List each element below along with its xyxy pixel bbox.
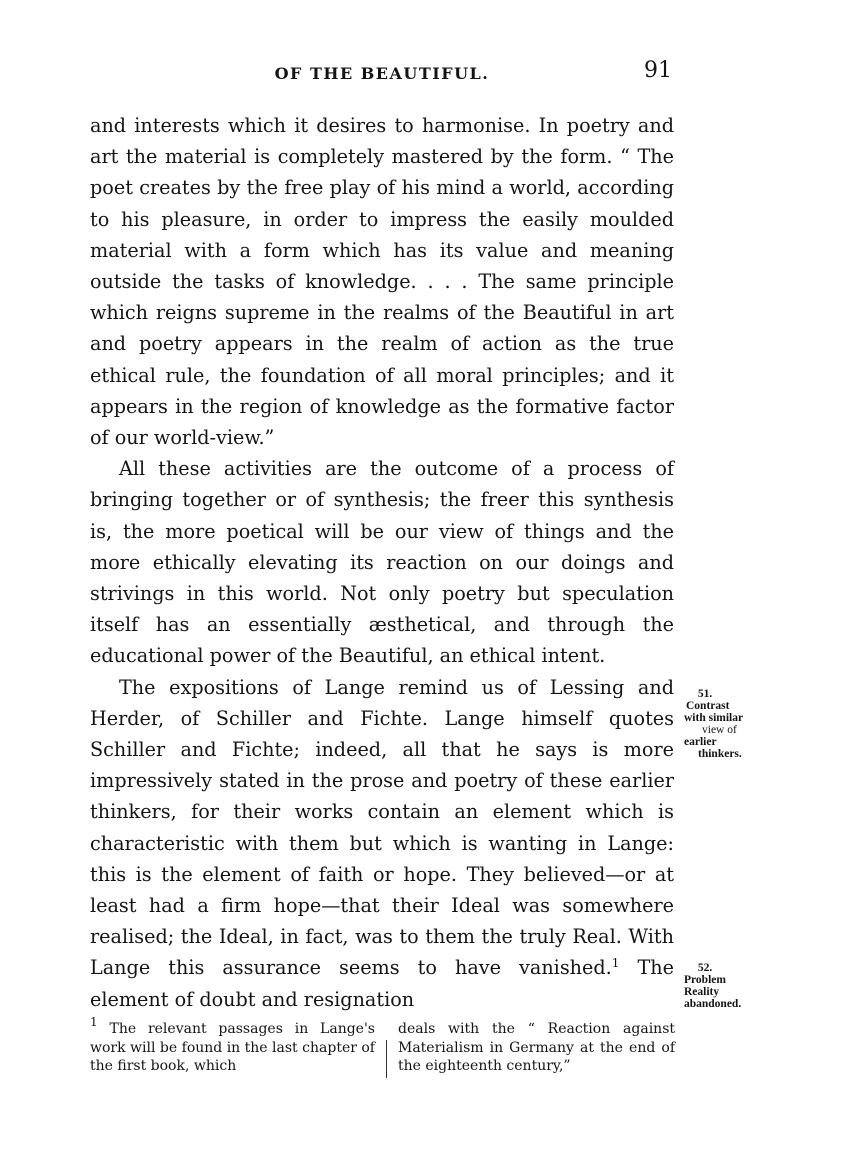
margin-note-line: earlier [684,736,717,748]
body-text [90,110,674,1015]
paragraph-continued: and interests which it desires to harmonise. In poetry and art the material is completely mastered by the form. “ The poet creates by the free play of his mind a world, according to his pleasure, in order to impress the easily moulded material with a form which has its value and meaning outside the tasks of knowledge. . . . The same principle which reigns supreme in the realms of the Beautiful in art and poetry appears in the realm of action as the true ethical rule, the foundation of all moral principles; and it appears in the region of knowledge as the formative factor of our world-view.” [90,114,674,450]
paragraph-lange [90,672,674,1015]
margin-note-line: with similar [684,712,744,724]
footnote-column-divider [386,1040,387,1078]
margin-note-51 [684,688,774,760]
footnote-reference[interactable]: 1 [611,956,620,971]
footnote-column-right [398,1020,675,1076]
footnote-text-left [90,1015,375,1076]
margin-note-line: Reality [684,986,720,998]
footnote-left-text: The relevant passages in Lange's work will be found in the last chapter of the first book, which [90,1021,375,1074]
margin-note-number: 52. [697,962,713,974]
page-number: 91 [644,58,672,83]
margin-note-line: abandoned. [684,998,742,1010]
paragraph-synthesis: All these activities are the outcome of a process of bringing together or of synthesis; the freer this synthesis is, the more poetical will be our view of things and the more ethically elevating its reaction on our doings and strivings in this world. Not only poetry but speculation itself has an essentially æsthetical, and through the educational power of the Beautiful, an ethical intent. [90,457,674,668]
paragraph-lange-text: The expositions of Lange remind us of Lessing and Herder, of Schiller and Fichte. Lange himself quotes Schiller and Fichte; indeed, all that he says is more impressively stated in the prose and poetry of these earlier thinkers, for their works contain an element which is characteristic with them but which is wanting in Lange: this is the element of faith or hope. They believed—or at least had a firm hope—that their Ideal was somewhere realised; the Ideal, in fact, was to them the truly Real. With Lange this assurance seems to have vanished. [90,675,674,980]
footnote-column-left [90,1015,375,1076]
footnote-right-text: deals with the “ Reaction against Materialism in Germany at the end of the eighteenth century,” [398,1021,675,1074]
running-header [90,58,674,88]
footnote-marker: 1 [90,1015,98,1029]
margin-note-number: 51. [697,688,713,700]
paragraph-lange-tail: The element of doubt and resignation [90,956,674,1011]
margin-note-line: Problem [684,974,726,986]
margin-note-52 [684,962,774,1010]
footnotes [90,1015,675,1080]
margin-note-line: thinkers. [698,748,742,760]
margin-note-line: Contrast [686,700,730,712]
running-title: OF THE BEAUTIFUL. [274,64,490,83]
margin-note-line: view of [702,724,737,736]
